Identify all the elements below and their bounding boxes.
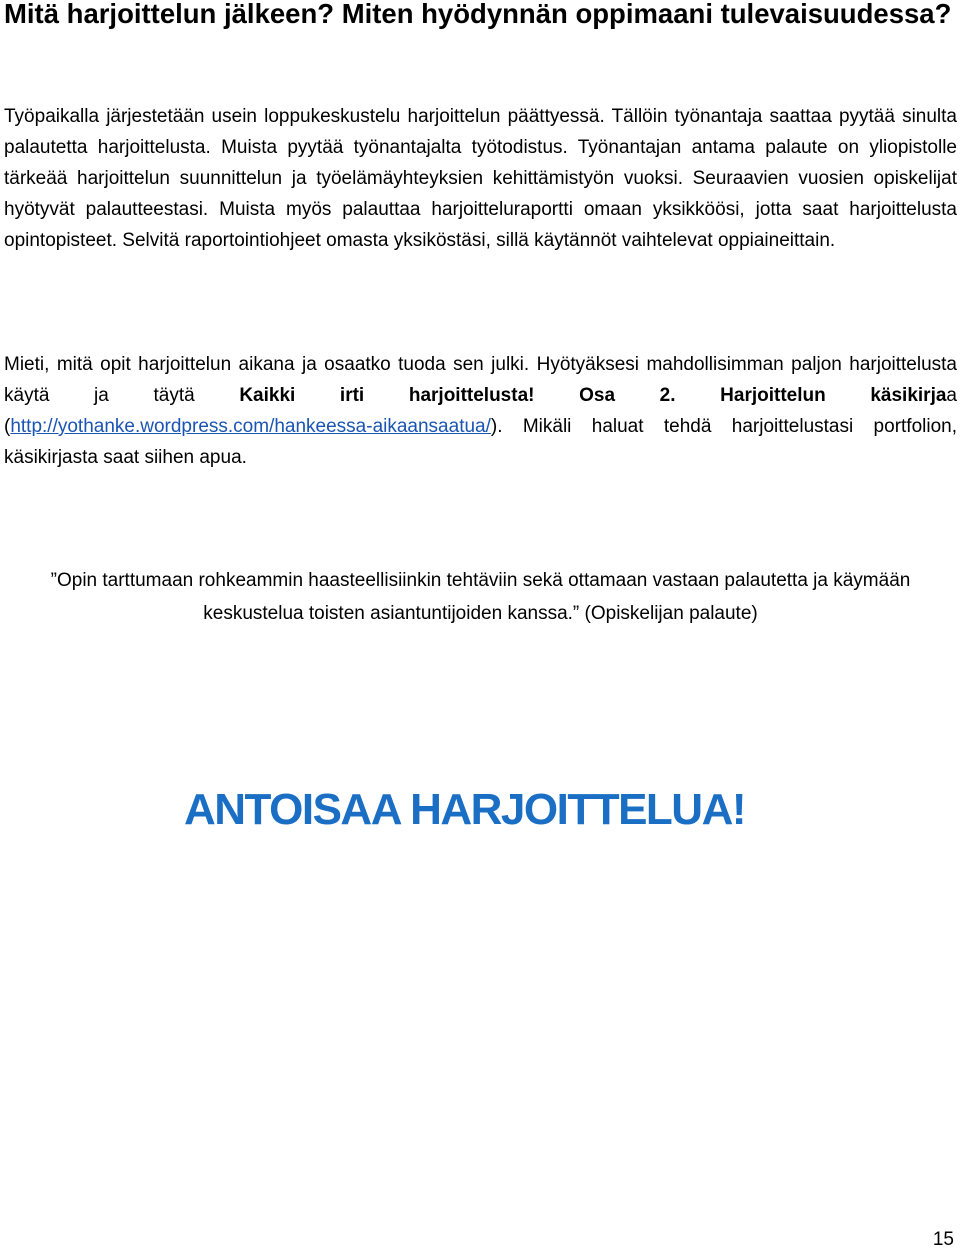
student-quote: ”Opin tarttumaan rohkeammin haasteellisiinkin tehtäviin sekä ottamaan vastaan palautetta ja käymään keskustelua toisten asiantuntijoiden kanssa.” (Opiskelijan palaute) bbox=[50, 570, 911, 624]
paragraph-handbook bbox=[4, 349, 957, 473]
page-number: 15 bbox=[932, 1229, 954, 1250]
page-heading: Mitä harjoittelun jälkeen? Miten hyödynnän oppimaani tulevaisuudessa? bbox=[4, 0, 952, 29]
closing-slogan: ANTOISAA HARJOITTELUA! bbox=[184, 785, 745, 834]
handbook-link[interactable]: http://yothanke.wordpress.com/hankeessa-aikaansaatua/ bbox=[10, 416, 491, 437]
paragraph-handbook-text-mid: a ( bbox=[4, 385, 957, 437]
handbook-title: Kaikki irti harjoittelusta! Osa 2. Harjoittelun käsikirja bbox=[239, 385, 947, 406]
paragraph-handbook-text-after: ). Mikäli haluat tehdä harjoittelustasi portfolion, käsikirjasta saat siihen apua. bbox=[4, 416, 957, 468]
paragraph-after-internship: Työpaikalla järjestetään usein loppukeskustelu harjoittelun päättyessä. Tällöin työnantaja saattaa pyytää sinulta palautetta harjoittelusta. Muista pyytää työnantajalta työtodistus. Työnantajan antama palaute on yliopistolle tärkeää harjoittelun suunnittelun ja työelämäyhteyksien kehittämistyön vuoksi. Seuraavien vuosien opiskelijat hyötyvät palautteestasi. Muista myös palauttaa harjoitteluraportti omaan yksikköösi, jotta saat harjoittelusta opintopisteet. Selvitä raportointiohjeet omasta yksiköstäsi, sillä käytännöt vaihtelevat oppiaineittain. bbox=[4, 106, 957, 251]
paragraph-handbook-text-before: Mieti, mitä opit harjoittelun aikana ja osaatko tuoda sen julki. Hyötyäksesi mahdollisimman paljon harjoittelusta käytä ja täytä bbox=[4, 354, 957, 406]
